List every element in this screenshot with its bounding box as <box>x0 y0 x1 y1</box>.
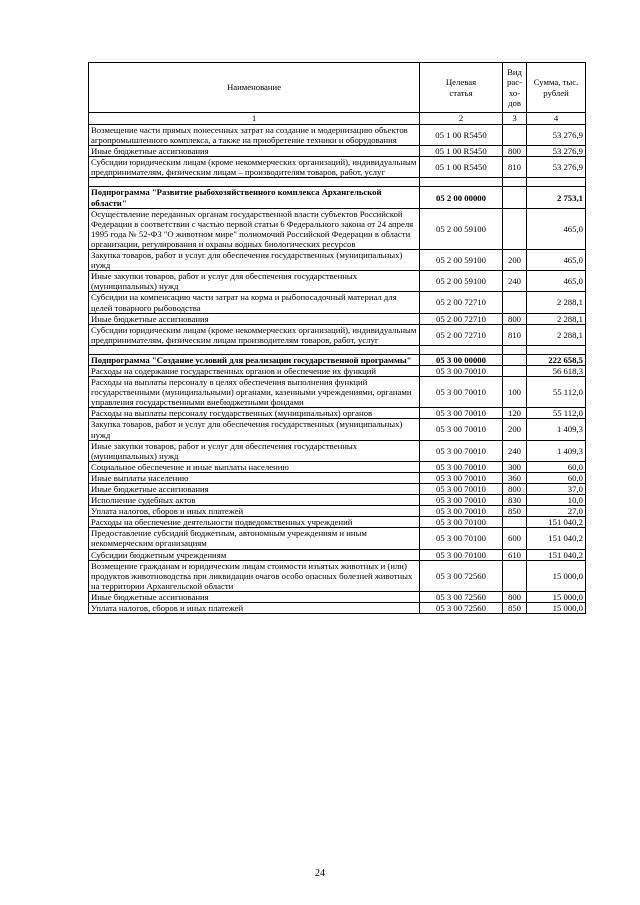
cell-name: Уплата налогов, сборов и иных платежей <box>89 603 420 614</box>
cell-type: 800 <box>503 313 527 324</box>
table-row <box>89 549 586 560</box>
header-number: 3 <box>503 113 527 125</box>
cell-name: Исполнение судебных актов <box>89 495 420 506</box>
cell-code: 05 1 00 R5450 <box>420 146 503 157</box>
cell-name: Расходы на выплаты персоналу в целях обеспечения выполнения функций государственными (муниципальными) органами, казенными учреждениями, органами управления государственными внебюджетными фондами <box>89 377 420 408</box>
table-row <box>89 292 586 313</box>
cell-code: 05 2 00 72710 <box>420 324 503 345</box>
cell-sum: 2 288,1 <box>527 313 586 324</box>
cell-code: 05 2 00 72710 <box>420 313 503 324</box>
cell-sum: 465,0 <box>527 271 586 292</box>
header-name: Наименование <box>89 63 420 113</box>
cell-sum: 53 276,9 <box>527 157 586 178</box>
cell-code: 05 3 00 70010 <box>420 495 503 506</box>
empty-cell <box>420 345 503 354</box>
cell-name: Субсидии юридическим лицам (кроме некоммерческих организаций), индивидуальным предпринимателям, физическим лицам производителям товаров, работ, услуг <box>89 324 420 345</box>
cell-type: 360 <box>503 472 527 483</box>
table-row <box>89 591 586 602</box>
cell-sum: 465,0 <box>527 208 586 249</box>
cell-type <box>503 292 527 313</box>
cell-type: 200 <box>503 419 527 440</box>
cell-sum: 15 000,0 <box>527 560 586 591</box>
table-row <box>89 603 586 614</box>
table-row <box>89 157 586 178</box>
cell-sum: 55 112,0 <box>527 408 586 419</box>
table-row <box>89 271 586 292</box>
cell-name: Иные выплаты населению <box>89 472 420 483</box>
cell-sum: 56 618,3 <box>527 365 586 376</box>
table-header <box>89 63 586 125</box>
cell-code: 05 3 00 70010 <box>420 484 503 495</box>
table-row <box>89 495 586 506</box>
cell-sum: 60,0 <box>527 472 586 483</box>
table-row <box>89 440 586 461</box>
cell-code: 05 3 00 70100 <box>420 528 503 549</box>
cell-name: Иные бюджетные ассигнования <box>89 146 420 157</box>
header-sum: Сумма, тыс. рублей <box>527 63 586 113</box>
cell-code: 05 3 00 72560 <box>420 603 503 614</box>
cell-code: 05 3 00 70010 <box>420 419 503 440</box>
cell-type: 100 <box>503 377 527 408</box>
cell-sum: 53 276,9 <box>527 125 586 146</box>
subprogram-row <box>89 187 586 208</box>
cell-name: Осуществление переданных органам государственной власти субъектов Российской Федерации в соответствии с частью первой статьи 6 Федерального закона от 24 апреля 1995 года № 52-ФЗ "О животном мире" полномочий Российской Федерации в области организации, регулирования и охраны водных биологических ресурсов <box>89 208 420 249</box>
table-row <box>89 324 586 345</box>
header-code: Целевая статья <box>420 63 503 113</box>
cell-code: 05 3 00 00000 <box>420 354 503 365</box>
cell-type <box>503 560 527 591</box>
cell-type <box>503 354 527 365</box>
cell-name: Расходы на обеспечение деятельности подведомственных учреждений <box>89 517 420 528</box>
cell-name: Подпрограмма "Развитие рыбохозяйственного комплекса Архангельской области" <box>89 187 420 208</box>
table-row <box>89 125 586 146</box>
table-row <box>89 560 586 591</box>
page-number: 24 <box>315 868 325 879</box>
cell-type <box>503 517 527 528</box>
cell-name: Иные закупки товаров, работ и услуг для обеспечения государственных (муниципальных) нужд <box>89 440 420 461</box>
table-row <box>89 461 586 472</box>
cell-code: 05 2 00 59100 <box>420 250 503 271</box>
cell-sum: 15 000,0 <box>527 603 586 614</box>
cell-code: 05 2 00 59100 <box>420 271 503 292</box>
cell-name: Иные бюджетные ассигнования <box>89 313 420 324</box>
cell-name: Расходы на содержание государственных органов и обеспечение их функций <box>89 365 420 376</box>
header-row <box>89 63 586 113</box>
cell-name: Закупка товаров, работ и услуг для обеспечения государственных (муниципальных) нужд <box>89 250 420 271</box>
cell-type: 830 <box>503 495 527 506</box>
cell-name: Субсидии юридическим лицам (кроме некоммерческих организаций), индивидуальным предпринимателям, физическим лицам – производителям товаров, работ, услуг <box>89 157 420 178</box>
cell-sum: 2 288,1 <box>527 292 586 313</box>
cell-code: 05 3 00 70010 <box>420 506 503 517</box>
cell-sum: 10,0 <box>527 495 586 506</box>
empty-cell <box>89 178 420 187</box>
cell-type: 300 <box>503 461 527 472</box>
table-row <box>89 408 586 419</box>
cell-name: Субсидии на компенсацию части затрат на корма и рыбопосадочный материал для целей товарного рыбоводства <box>89 292 420 313</box>
cell-type: 850 <box>503 506 527 517</box>
table-body <box>89 125 586 614</box>
spacer-row <box>89 345 586 354</box>
table-row <box>89 484 586 495</box>
cell-type: 120 <box>503 408 527 419</box>
empty-cell <box>527 178 586 187</box>
cell-type: 800 <box>503 591 527 602</box>
cell-type: 240 <box>503 271 527 292</box>
spacer-row <box>89 178 586 187</box>
cell-sum: 53 276,9 <box>527 146 586 157</box>
cell-sum: 60,0 <box>527 461 586 472</box>
cell-code: 05 3 00 70010 <box>420 472 503 483</box>
cell-type <box>503 365 527 376</box>
table-row <box>89 517 586 528</box>
cell-name: Иные закупки товаров, работ и услуг для обеспечения государственных (муниципальных) нужд <box>89 271 420 292</box>
cell-code: 05 2 00 59100 <box>420 208 503 249</box>
cell-type <box>503 125 527 146</box>
header-number: 2 <box>420 113 503 125</box>
cell-sum: 151 040,2 <box>527 528 586 549</box>
cell-name: Предоставление субсидий бюджетным, автономным учреждениям и иным некоммерческим организациям <box>89 528 420 549</box>
cell-type: 200 <box>503 250 527 271</box>
cell-code: 05 1 00 R5450 <box>420 157 503 178</box>
cell-code: 05 2 00 00000 <box>420 187 503 208</box>
cell-sum: 1 409,3 <box>527 419 586 440</box>
cell-type: 850 <box>503 603 527 614</box>
header-number: 1 <box>89 113 420 125</box>
cell-name: Уплата налогов, сборов и иных платежей <box>89 506 420 517</box>
cell-code: 05 3 00 72560 <box>420 591 503 602</box>
table-row <box>89 377 586 408</box>
table-row <box>89 419 586 440</box>
cell-name: Расходы на выплаты персоналу государственных (муниципальных) органов <box>89 408 420 419</box>
table-row <box>89 365 586 376</box>
table-row <box>89 313 586 324</box>
cell-sum: 15 000,0 <box>527 591 586 602</box>
cell-type <box>503 187 527 208</box>
cell-name: Иные бюджетные ассигнования <box>89 591 420 602</box>
table-row <box>89 528 586 549</box>
table-row <box>89 208 586 249</box>
cell-type: 800 <box>503 146 527 157</box>
empty-cell <box>89 345 420 354</box>
empty-cell <box>527 345 586 354</box>
cell-sum: 2 753,1 <box>527 187 586 208</box>
empty-cell <box>420 178 503 187</box>
cell-name: Субсидии бюджетным учреждениям <box>89 549 420 560</box>
header-number: 4 <box>527 113 586 125</box>
cell-code: 05 3 00 70010 <box>420 365 503 376</box>
cell-sum: 222 658,5 <box>527 354 586 365</box>
cell-type: 810 <box>503 157 527 178</box>
header-type: Вид рас-хо-дов <box>503 63 527 113</box>
cell-name: Возмещение части прямых понесенных затрат на создание и модернизацию объектов агропромышленного комплекса, а также на приобретение техники и оборудования <box>89 125 420 146</box>
cell-name: Возмещение гражданам и юридическим лицам стоимости изъятых животных и (или) продуктов животноводства при ликвидации очагов особо опасных болезней животных на территории Архангельской области <box>89 560 420 591</box>
cell-sum: 1 409,3 <box>527 440 586 461</box>
table-row <box>89 472 586 483</box>
table-row <box>89 250 586 271</box>
cell-type: 610 <box>503 549 527 560</box>
cell-code: 05 1 00 R5450 <box>420 125 503 146</box>
cell-name: Социальное обеспечение и иные выплаты населению <box>89 461 420 472</box>
cell-code: 05 3 00 70010 <box>420 377 503 408</box>
cell-type: 240 <box>503 440 527 461</box>
cell-code: 05 3 00 70010 <box>420 440 503 461</box>
cell-name: Закупка товаров, работ и услуг для обеспечения государственных (муниципальных) нужд <box>89 419 420 440</box>
cell-type: 800 <box>503 484 527 495</box>
cell-type: 810 <box>503 324 527 345</box>
cell-code: 05 3 00 70100 <box>420 549 503 560</box>
cell-sum: 37,0 <box>527 484 586 495</box>
cell-code: 05 3 00 70010 <box>420 461 503 472</box>
cell-code: 05 3 00 70010 <box>420 408 503 419</box>
cell-sum: 465,0 <box>527 250 586 271</box>
table-row <box>89 506 586 517</box>
cell-sum: 151 040,2 <box>527 517 586 528</box>
cell-name: Подпрограмма "Создание условий для реализации государственной программы" <box>89 354 420 365</box>
header-number-row <box>89 113 586 125</box>
cell-code: 05 3 00 72560 <box>420 560 503 591</box>
cell-sum: 27,0 <box>527 506 586 517</box>
cell-type <box>503 208 527 249</box>
cell-sum: 2 288,1 <box>527 324 586 345</box>
cell-code: 05 2 00 72710 <box>420 292 503 313</box>
table-row <box>89 146 586 157</box>
cell-code: 05 3 00 70100 <box>420 517 503 528</box>
subprogram-row <box>89 354 586 365</box>
budget-table <box>88 62 586 614</box>
empty-cell <box>503 345 527 354</box>
cell-sum: 151 040,2 <box>527 549 586 560</box>
empty-cell <box>503 178 527 187</box>
cell-sum: 55 112,0 <box>527 377 586 408</box>
cell-type: 600 <box>503 528 527 549</box>
cell-name: Иные бюджетные ассигнования <box>89 484 420 495</box>
